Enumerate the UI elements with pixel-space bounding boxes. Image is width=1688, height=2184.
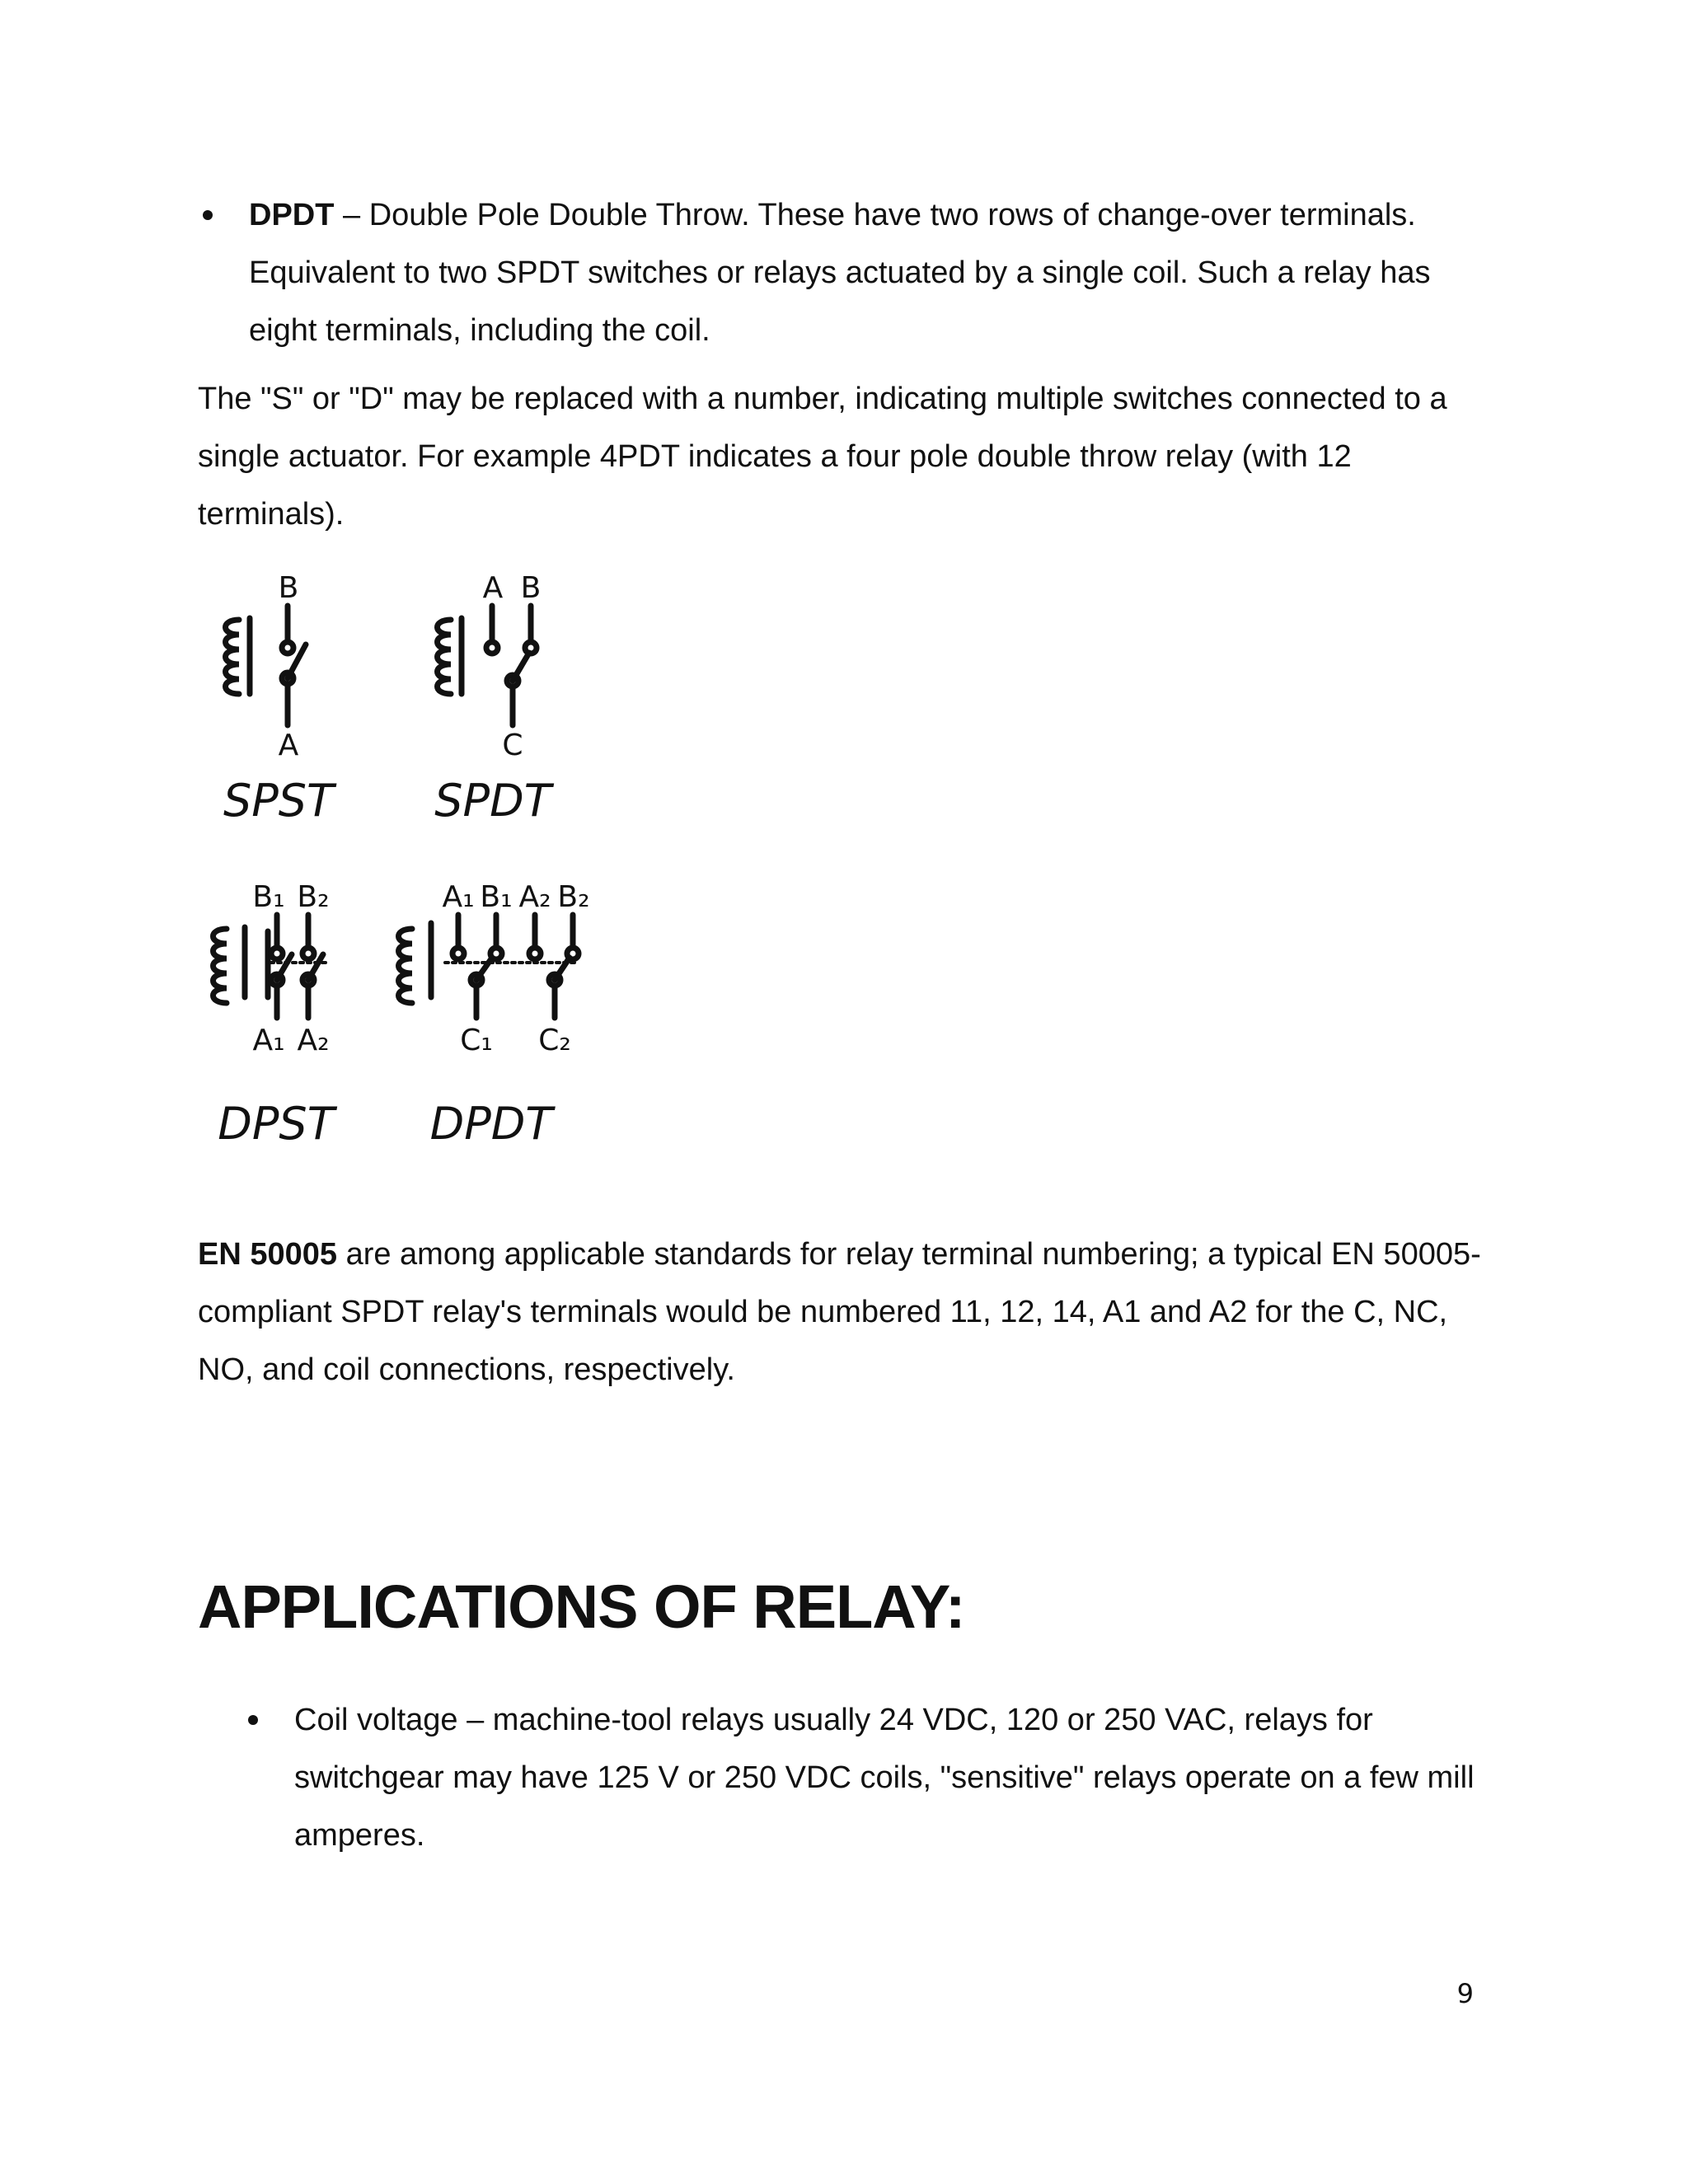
dpdt-top-3-label: A₂ bbox=[518, 880, 551, 914]
dpdt-top-1-label: A₁ bbox=[442, 880, 475, 914]
dpdt-top-4-label: B₂ bbox=[557, 880, 590, 914]
dpst-bottom-2-label: A₂ bbox=[297, 1024, 330, 1057]
bullet-description: – Double Pole Double Throw. These have two rows of change-over terminals. Equivalent to two SPDT switches or relays actuated by a single coil. Such a relay has eight terminals, including the coil. bbox=[249, 198, 1431, 348]
page-number: 9 bbox=[1456, 1978, 1474, 2009]
dpdt-symbol bbox=[399, 915, 579, 1018]
dpst-symbol bbox=[213, 915, 329, 1018]
dpst-bottom-1-label: A₁ bbox=[252, 1024, 285, 1057]
dpdt-coil-icon bbox=[399, 929, 413, 1003]
bullet-icon bbox=[248, 1715, 258, 1725]
spdt-top-a-label: A bbox=[482, 571, 504, 605]
spdt-bottom-label: C bbox=[502, 729, 523, 762]
bullet-text: Coil voltage – machine-tool relays usually 24 VDC, 120 or 250 VAC, relays for switchgear may have 125 V or 250 VDC coils, "sensitive" relays operate on a few mill amperes. bbox=[294, 1703, 1475, 1853]
bullet-term: DPDT bbox=[249, 198, 335, 232]
dpst-name-label: DPST bbox=[218, 1098, 335, 1150]
spst-symbol bbox=[226, 606, 307, 725]
spdt-symbol bbox=[438, 606, 537, 725]
paragraph-en-50005 bbox=[198, 1226, 1484, 1399]
standard-description: are among applicable standards for relay terminal numbering; a typical EN 50005-compliant SPDT relay's terminals would be numbered 11, 12, 14, A1 and A2 for the C, NC, NO, and coil connections, respectively. bbox=[198, 1237, 1481, 1387]
spst-name-label: SPST bbox=[223, 775, 335, 827]
bullet-text bbox=[249, 186, 1485, 359]
section-heading: APPLICATIONS OF RELAY: bbox=[198, 1572, 965, 1641]
spdt-name-label: SPDT bbox=[434, 775, 551, 827]
standard-term: EN 50005 bbox=[198, 1237, 338, 1272]
dpdt-bottom-1-label: C₁ bbox=[460, 1024, 493, 1057]
dpst-coil-icon bbox=[213, 929, 227, 1003]
dpst-top-1-label: B₁ bbox=[252, 880, 285, 914]
spst-coil-icon bbox=[226, 620, 240, 694]
spdt-coil-icon bbox=[438, 620, 452, 694]
spst-bottom-label: A bbox=[278, 729, 299, 762]
dpdt-name-label: DPDT bbox=[429, 1098, 553, 1150]
spdt-top-b-label: B bbox=[520, 571, 542, 605]
dpst-top-2-label: B₂ bbox=[297, 880, 330, 914]
bullet-icon bbox=[203, 210, 213, 220]
paragraph-number-replacement: The "S" or "D" may be replaced with a number, indicating multiple switches connected to a single actuator. For example 4PDT indicates a four pole double throw relay (with 12 terminals). bbox=[198, 382, 1447, 532]
relay-symbols-figure bbox=[198, 569, 626, 1179]
dpdt-top-2-label: B₁ bbox=[480, 880, 513, 914]
spst-top-label: B bbox=[278, 571, 299, 605]
dpdt-bottom-2-label: C₂ bbox=[538, 1024, 571, 1057]
